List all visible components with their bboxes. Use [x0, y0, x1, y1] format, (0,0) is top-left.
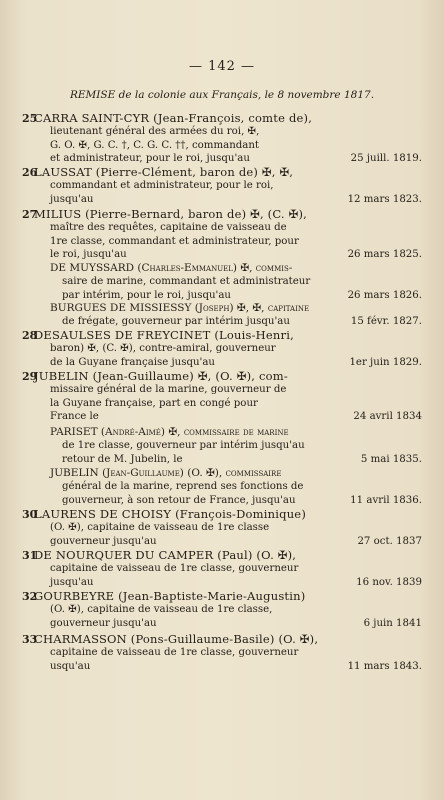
entry-number: 29 [22, 370, 38, 383]
line-text: 1re classe, commandant et administrateur, pour [50, 235, 299, 247]
line-text: capitaine de vaisseau de 1re classe, gouverneur [50, 647, 299, 659]
section-heading: REMISE de la colonie aux Français, le 8 novembre 1817. [69, 89, 375, 101]
end-date: 5 mai 1835. [360, 453, 422, 465]
entry-name-line [22, 467, 422, 480]
line-text: la Guyane française, part en congé pour [50, 397, 258, 409]
end-date: 1er juin 1829. [349, 356, 422, 368]
entry-name-line [22, 302, 422, 315]
line-text: CARRA SAINT-CYR (Jean-François, comte de), [34, 111, 313, 125]
entry-number: 25 [22, 112, 38, 125]
line-text: PARISET (André-Aimé) ✠, commissaire de marine [50, 426, 289, 438]
end-date: 24 avril 1834 [353, 411, 422, 423]
line-text: LAUSSAT (Pierre-Clément, baron de) ✠, ✠, [34, 165, 294, 179]
entry-text-line [22, 617, 422, 630]
entry-number: 33 [22, 633, 38, 646]
line-text: et administrateur, pour le roi, jusqu'au [50, 153, 250, 165]
line-text: le roi, jusqu'au [50, 249, 127, 261]
line-text: lieutenant général des armées du roi, ✠, [50, 126, 260, 138]
list-entry [22, 262, 422, 302]
list-entry [22, 370, 422, 424]
entry-name-line [22, 112, 422, 125]
entry-number: 31 [22, 549, 38, 562]
entry-text-line [22, 289, 422, 302]
line-text: LAURENS DE CHOISY (François-Dominique) [34, 507, 307, 521]
list-entry [22, 590, 422, 630]
line-text: missaire général de la marine, gouverneur de [50, 384, 287, 396]
entry-name-line [22, 370, 422, 383]
line-text: JUBELIN (Jean-Guillaume) ✠, (O. ✠), com- [34, 369, 288, 383]
list-entry [22, 549, 422, 589]
entry-text-line [22, 248, 422, 261]
entry-number: 26 [22, 166, 38, 179]
entry-text-line [22, 383, 422, 396]
entry-text-line [22, 562, 422, 575]
line-text: de la Guyane française jusqu'au [50, 356, 215, 368]
entry-name-line [22, 208, 422, 221]
entry-text-line [22, 439, 422, 452]
entry-name-line [22, 549, 422, 562]
list-entry [22, 508, 422, 548]
entry-text-line [22, 603, 422, 616]
list-entry [22, 302, 422, 329]
entry-name-line [22, 262, 422, 275]
end-date: 26 mars 1825. [347, 249, 422, 261]
line-text: usqu'au [50, 660, 91, 672]
line-text: gouverneur jusqu'au [50, 535, 157, 547]
entry-text-line [22, 179, 422, 192]
entry-number: 27 [22, 208, 38, 221]
end-date: 15 févr. 1827. [350, 316, 422, 328]
line-text: JUBELIN (Jean-Guillaume) (O. ✠), commissaire [50, 467, 282, 479]
entry-text-line [22, 221, 422, 234]
entry-text-line [22, 410, 422, 423]
entry-text-line [22, 315, 422, 328]
line-text: gouverneur jusqu'au [50, 617, 157, 629]
line-text: G. O. ✠, G. C. †, C. G. C. ††, commandant [50, 139, 259, 151]
page-number: — 142 — [188, 59, 256, 74]
entry-name-line [22, 329, 422, 342]
entry-text-line [22, 660, 422, 673]
entry-text-line [22, 125, 422, 138]
end-date: 11 avril 1836. [350, 494, 422, 506]
line-text: CHARMASSON (Pons-Guillaume-Basile) (O. ✠), [34, 632, 319, 646]
entry-text-line [22, 397, 422, 410]
line-text: maître des requêtes, capitaine de vaisseau de [50, 222, 287, 234]
end-date: 12 mars 1823. [347, 193, 422, 205]
entry-text-line [22, 521, 422, 534]
entry-text-line [22, 342, 422, 355]
end-date: 26 mars 1826. [347, 289, 422, 301]
line-text: DE NOURQUER DU CAMPER (Paul) (O. ✠), [34, 548, 297, 562]
line-text: saire de marine, commandant et administrateur [62, 276, 311, 288]
end-date: 25 juill. 1819. [350, 153, 422, 165]
line-text: retour de M. Jubelin, le [62, 453, 183, 465]
line-text: BURGUES DE MISSIESSY (Joseph) ✠, ✠, capitaine [50, 302, 310, 314]
list-entry [22, 467, 422, 507]
entry-number: 28 [22, 329, 38, 342]
entry-name-line [22, 166, 422, 179]
end-date: 16 nov. 1839 [356, 576, 422, 588]
entry-text-line [22, 139, 422, 152]
line-text: de 1re classe, gouverneur par intérim jusqu'au [62, 440, 305, 452]
entry-name-line [22, 426, 422, 439]
line-text: capitaine de vaisseau de 1re classe, gouverneur [50, 563, 299, 575]
entry-text-line [22, 275, 422, 288]
line-text: général de la marine, reprend ses fonctions de [62, 481, 304, 493]
list-entry [22, 166, 422, 206]
line-text: jusqu'au [50, 576, 94, 588]
line-text: (O. ✠), capitaine de vaisseau de 1re classe, [50, 604, 273, 616]
entry-text-line [22, 356, 422, 369]
entry-number: 30 [22, 508, 38, 521]
list-entry [22, 329, 422, 369]
line-text: MILIUS (Pierre-Bernard, baron de) ✠, (C. ✠), [34, 207, 308, 221]
line-text: jusqu'au [50, 193, 94, 205]
line-text: DE MUYSSARD (Charles-Emmanuel) ✠, commis- [50, 262, 293, 274]
line-text: (O. ✠), capitaine de vaisseau de 1re classe [50, 522, 270, 534]
line-text: commandant et administrateur, pour le roi, [50, 180, 274, 192]
list-entry [22, 112, 422, 166]
entry-text-line [22, 480, 422, 493]
end-date: 27 oct. 1837 [357, 535, 422, 547]
list-entry [22, 633, 422, 673]
entry-text-line [22, 535, 422, 548]
entry-text-line [22, 152, 422, 165]
entry-text-line [22, 235, 422, 248]
entry-number: 32 [22, 590, 38, 603]
line-text: baron) ✠, (C. ✠), contre-amiral, gouverneur [50, 343, 276, 355]
entry-text-line [22, 494, 422, 507]
end-date: 6 juin 1841 [363, 617, 422, 629]
entry-name-line [22, 508, 422, 521]
entry-text-line [22, 646, 422, 659]
line-text: par intérim, pour le roi, jusqu'au [62, 289, 231, 301]
line-text: France le [50, 411, 99, 423]
entry-text-line [22, 193, 422, 206]
line-text: DESAULSES DE FREYCINET (Louis-Henri, [34, 328, 294, 342]
line-text: de frégate, gouverneur par intérim jusqu'au [62, 316, 290, 328]
end-date: 11 mars 1843. [347, 660, 422, 672]
list-entry [22, 426, 422, 466]
entry-text-line [22, 453, 422, 466]
entry-text-line [22, 576, 422, 589]
list-entry [22, 208, 422, 262]
entry-name-line [22, 633, 422, 646]
line-text: gouverneur, à son retour de France, jusqu'au [62, 494, 296, 506]
line-text: GOURBEYRE (Jean-Baptiste-Marie-Augustin) [34, 589, 306, 603]
entry-name-line [22, 590, 422, 603]
